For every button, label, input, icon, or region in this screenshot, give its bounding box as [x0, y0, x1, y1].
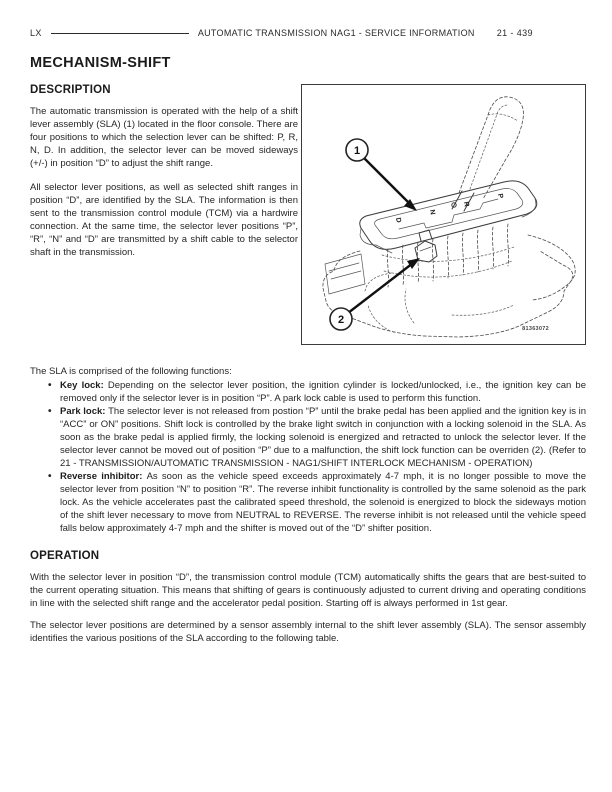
header-title: AUTOMATIC TRANSMISSION NAG1 - SERVICE INFORMATION [197, 28, 475, 38]
callout-1-arrow [364, 158, 410, 204]
figure-shift-lever-assembly [301, 84, 586, 345]
header-rule [51, 33, 189, 34]
description-paragraph-1: The automatic transmission is operated with the help of a shift lever assembly (SLA) (1) located in the floor console. There are four positions to which the selection lever can be shifted: P, R, N, D. In addition, the selector lever can be moved sideways (+/-) in position “D” to adjust the shift range. [30, 106, 298, 169]
operation-paragraph-2: The selector lever positions are determined by a sensor assembly internal to the shift lever assembly (SLA). The sensor assembly identifies the various positions of the SLA according to the following table. [30, 620, 586, 644]
header-page-number: 21 - 439 [496, 28, 533, 38]
description-section [30, 84, 586, 345]
operation-heading: OPERATION [30, 550, 100, 562]
bullet-text: Depending on the selector lever position, the ignition cylinder is locked/unlocked, i.e., the ignition key can be removed only if the selector lever is in position “P”. A park lock cable is used to perform this function. [60, 380, 586, 404]
operation-section [30, 571, 586, 645]
bullet-text: The selector lever is not released from postion “P” until the brake pedal has been applied and the ignition key is in “ACC” or ON” positions. Shift lock is controlled by the brake light switch in conjunction with a locking solenoid in the SLA. As soon as the brake pedal is applied firmly, the locking solenoid is energized and retracted to unlock the selector lever. If the selector lever cannot be moved out of position “P” due to a malfunction, the shift lock function can be overriden (2). (Refer to 21 - TRANSMISSION/AUTOMATIC TRANSMISSION - NAG1/SHIFT INTERLOCK MECHANISM - OPERATION) [60, 406, 586, 469]
callout-2-arrow [348, 263, 413, 313]
bullet-text: As soon as the vehicle speed exceeds approximately 4-7 mph, it is no longer possible to move the selector lever from position “N” to position “R”. The reverse inhibit functionality is controlled by the same solenoid as the park lock. As the vehicle accelerates past the calibrated speed threshold, the solenoid is energized to block the sideways motion of the shift lever necessary to move from NEUTRAL to REVERSE. The reverse inhibit is not released until the vehicle speed falls below approximately 4-7 mph and the shifter is moved out of the “D” shifter position. [60, 471, 586, 534]
callout-2 [330, 258, 420, 330]
gate-letter-n: N [428, 209, 436, 216]
callout-2-number: 2 [337, 314, 345, 326]
sla-functions-section [30, 365, 586, 535]
gate-letter-p: P [496, 193, 504, 199]
bullet-label: Reverse inhibitor: [60, 471, 147, 482]
gate-letter-r: R [462, 201, 470, 208]
gate-plate [360, 181, 537, 253]
description-paragraph-2: All selector lever positions, as well as selected shift ranges in position “D”, are identified by the SLA. The information is then sent to the transmission control module (TCM) via a hardwire connection. At the same time, the selector lever positions “P”, “R”, “N” and “D” are transmitted by a shift cable to the selector shaft in the transmission. [30, 182, 298, 258]
description-heading: DESCRIPTION [30, 84, 111, 96]
sla-intro: The SLA is comprised of the following functions: [30, 366, 232, 377]
callout-1-number: 1 [353, 145, 361, 157]
override-latch [415, 230, 437, 262]
page-title: MECHANISM-SHIFT [30, 55, 171, 71]
description-text-column [30, 84, 298, 345]
shift-knob [459, 97, 523, 199]
list-item-park-lock [30, 405, 586, 470]
page-header [30, 28, 586, 38]
list-item-reverse-inhibitor [30, 470, 586, 535]
bullet-label: Park lock: [60, 406, 109, 417]
list-item-key-lock [30, 379, 586, 405]
assembly-housing [382, 224, 514, 287]
console-base [323, 235, 575, 337]
bullet-label: Key lock: [60, 380, 108, 391]
sla-functions-list [30, 379, 586, 535]
operation-paragraph-1: With the selector lever in position “D”, the transmission control module (TCM) automatically shifts the gears that are best-suited to the current operating situation. This means that shifting of gears is continuously adjusted to current driving and operating conditions in line with the selected shift range and the accelerator pedal position. Starting off is always performed in 1st gear. [30, 572, 586, 609]
header-model-label: LX [30, 28, 42, 38]
figure-code: 81363072 [522, 326, 549, 332]
shift-lever-illustration [302, 85, 585, 344]
callout-1 [346, 139, 417, 211]
gate-letter-d: D [394, 217, 402, 224]
